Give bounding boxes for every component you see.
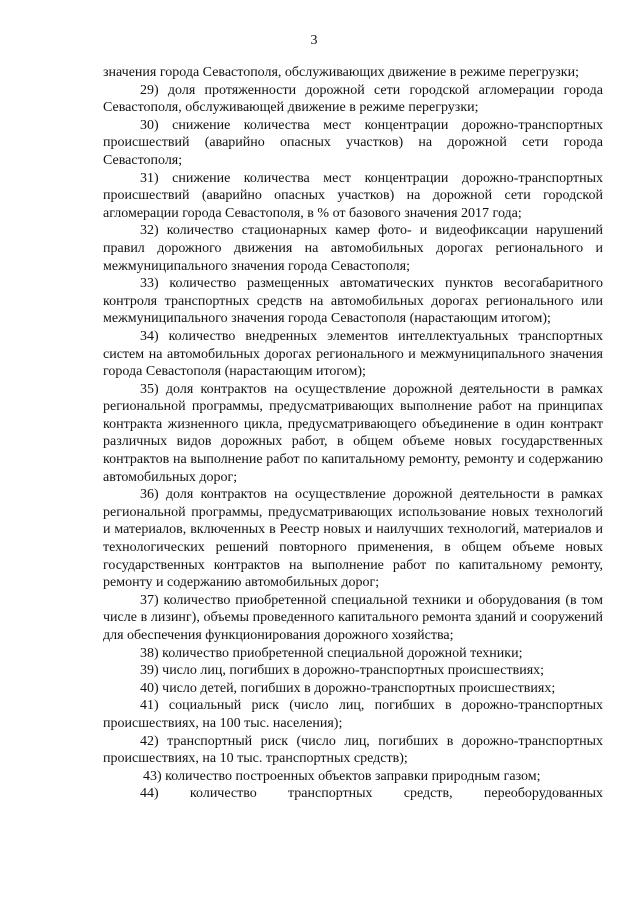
paragraph-36: 36) доля контрактов на осуществление дорожной деятельности в рамках региональной программы, предусматривающих использование новых технологий и материалов, включенных в Реестр новых и наилучших технологий, материалов и технологических решений повторного применения, в общем объеме новых государственных контрактов на выполнение работ по капитальному ремонту, ремонту и содержанию автомобильных дорог; — [103, 487, 603, 591]
paragraph-39: 39) число лиц, погибших в дорожно-транспортных происшествиях; — [140, 663, 545, 679]
paragraph-28-continuation: значения города Севастополя, обслуживающих движение в режиме перегрузки; — [103, 65, 579, 80]
paragraph-34: 34) количество внедренных элементов интеллектуальных транспортных систем на автомобильных дорогах регионального и межмуниципального значения города Севастополя (нарастающим итогом); — [103, 328, 603, 380]
paragraph-38: 38) количество приобретенной специальной дорожной техники; — [140, 645, 523, 661]
paragraph-42: 42) транспортный риск (число лиц, погибших в дорожно-транспортных происшествиях, на 10 тыс. транспортных средств); — [103, 733, 603, 767]
paragraph-41: 41) социальный риск (число лиц, погибших в дорожно-транспортных происшествиях, на 100 тыс. населения); — [103, 698, 603, 731]
paragraph-40: 40) число детей, погибших в дорожно-транспортных происшествиях; — [140, 680, 556, 696]
paragraph-35: 35) доля контрактов на осуществление дорожной деятельности в рамках региональной программы, предусматривающих выполнение работ на принципах контракта жизненного цикла, предусматривающего объединение в один контракт различных видов дорожных работ, в общем объеме новых государственных контрактов на выполнение работ по капитальному ремонту, ремонту и содержанию автомобильных дорог; — [103, 381, 603, 485]
document-body — [103, 64, 603, 803]
paragraph-43: 43) количество построенных объектов заправки природным газом; — [143, 768, 541, 784]
paragraph-32: 32) количество стационарных камер фото- и видеофиксации нарушений правил дорожного движения на автомобильных дорогах регионального и межмуниципального значения города Севастополя; — [103, 223, 603, 274]
paragraph-30: 30) снижение количества мест концентрации дорожно-транспортных происшествий (аварийно опасных участков) на дорожной сети города Севастополя; — [103, 117, 603, 168]
paragraph-44: 44) количество транспортных средств, переоборудованных — [140, 786, 603, 802]
paragraph-33: 33) количество размещенных автоматических пунктов весогабаритного контроля транспортных средств на автомобильных дорогах регионального или межмуниципального значения города Севастополя (нарастающим итогом); — [103, 276, 603, 327]
page-number: 3 — [310, 33, 318, 48]
paragraph-31: 31) снижение количества мест концентрации дорожно-транспортных происшествий (аварийно опасных участков) на дорожной сети городской агломерации города Севастополя, в % от базового значения 2017 года; — [103, 170, 603, 221]
paragraph-37: 37) количество приобретенной специальной техники и оборудования (в том числе в лизинг), объемы проведенного капитального ремонта зданий и сооружений для обеспечения функционирования дорожного хозяйства; — [103, 592, 603, 643]
paragraph-29: 29) доля протяженности дорожной сети городской агломерации города Севастополя, обслуживающей движение в режиме перегрузки; — [103, 82, 603, 116]
